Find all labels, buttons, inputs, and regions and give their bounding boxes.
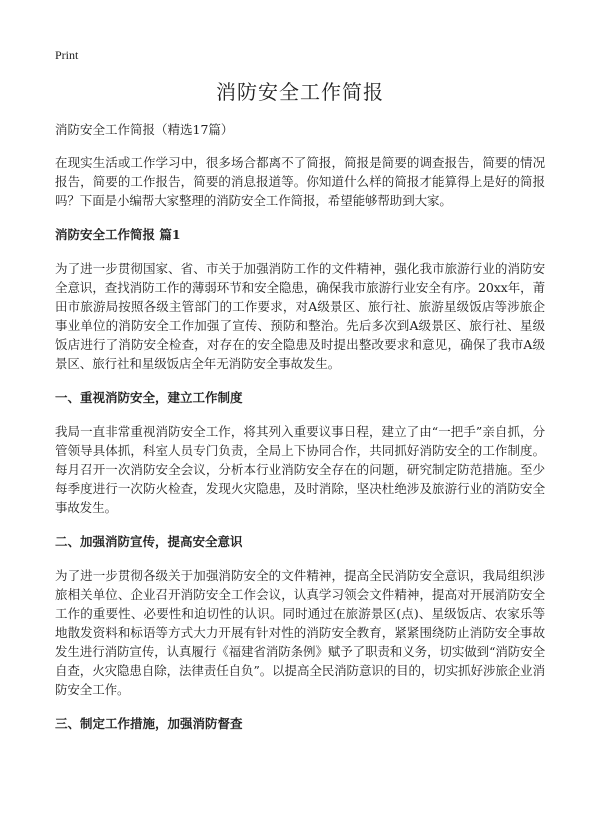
page-title: 消防安全工作简报: [216, 80, 384, 104]
document-subtitle: 消防安全工作简报（精选17篇）: [55, 122, 234, 137]
section-paragraph-2: 为了进一步贯彻各级关于加强消防安全的文件精神，提高全民消防安全意识，我局组织涉旅相关单位、企业召开消防安全工作会议，认真学习领会文件精神，提高对开展消防安全工作的重要性、必要性和迫切性的认识。同时通过在旅游景区(点)、星级饭店、农家乐等地散发资料和标语等方式大力开展有针对性的消防安全教育，紧紧围绕防止消防安全事故发生进行消防宣传，认真履行《福建省消防条例》赋予了职责和义务，切实做到“消防安全自查，火灾隐患自除，法律责任自负”。以提高全民消防意识的目的，切实抓好涉旅企业消防安全工作。: [55, 568, 545, 697]
print-link[interactable]: Print: [55, 48, 79, 62]
section-heading-2: 二、加强消防宣传，提高安全意识: [55, 534, 243, 549]
article-heading: 消防安全工作简报 篇1: [55, 227, 181, 242]
section-heading-1: 一、重视消防安全，建立工作制度: [55, 390, 243, 405]
section-paragraph-1: 我局一直非常重视消防安全工作，将其列入重要议事日程，建立了由“一把手”亲自抓，分管领导具体抓，科室人员专门负责，全局上下协同合作，共同抓好消防安全的工作制度。每月召开一次消防安全会议，分析本行业消防安全存在的问题，研究制定防范措施。至少每季度进行一次防火检查，发现火灾隐患，及时消除，坚决杜绝涉及旅游行业的消防安全事故发生。: [55, 424, 545, 515]
intro-paragraph: 在现实生活或工作学习中，很多场合都离不了简报，简报是简要的调查报告，简要的情况报告，简要的工作报告，简要的消息报道等。你知道什么样的简报才能算得上是好的简报吗？下面是小编帮大家整理的消防安全工作简报，希望能够帮助到大家。: [55, 155, 545, 208]
document-body: [55, 120, 545, 748]
section-heading-3: 三、制定工作措施，加强消防督查: [55, 716, 243, 731]
article-paragraph: 为了进一步贯彻国家、省、市关于加强消防工作的文件精神，强化我市旅游行业的消防安全意识，查找消防工作的薄弱环节和安全隐患，确保我市旅游行业安全有序。20xx年，莆田市旅游局按照各级主管部门的工作要求，对A级景区、旅行社、旅游星级饭店等涉旅企事业单位的消防安全工作加强了宣传、预防和整治。先后多次到A级景区、旅行社、星级饭店进行了消防安全检查，对存在的安全隐患及时提出整改要求和意见，确保了我市A级景区、旅行社和星级饭店全年无消防安全事故发生。: [55, 261, 545, 371]
